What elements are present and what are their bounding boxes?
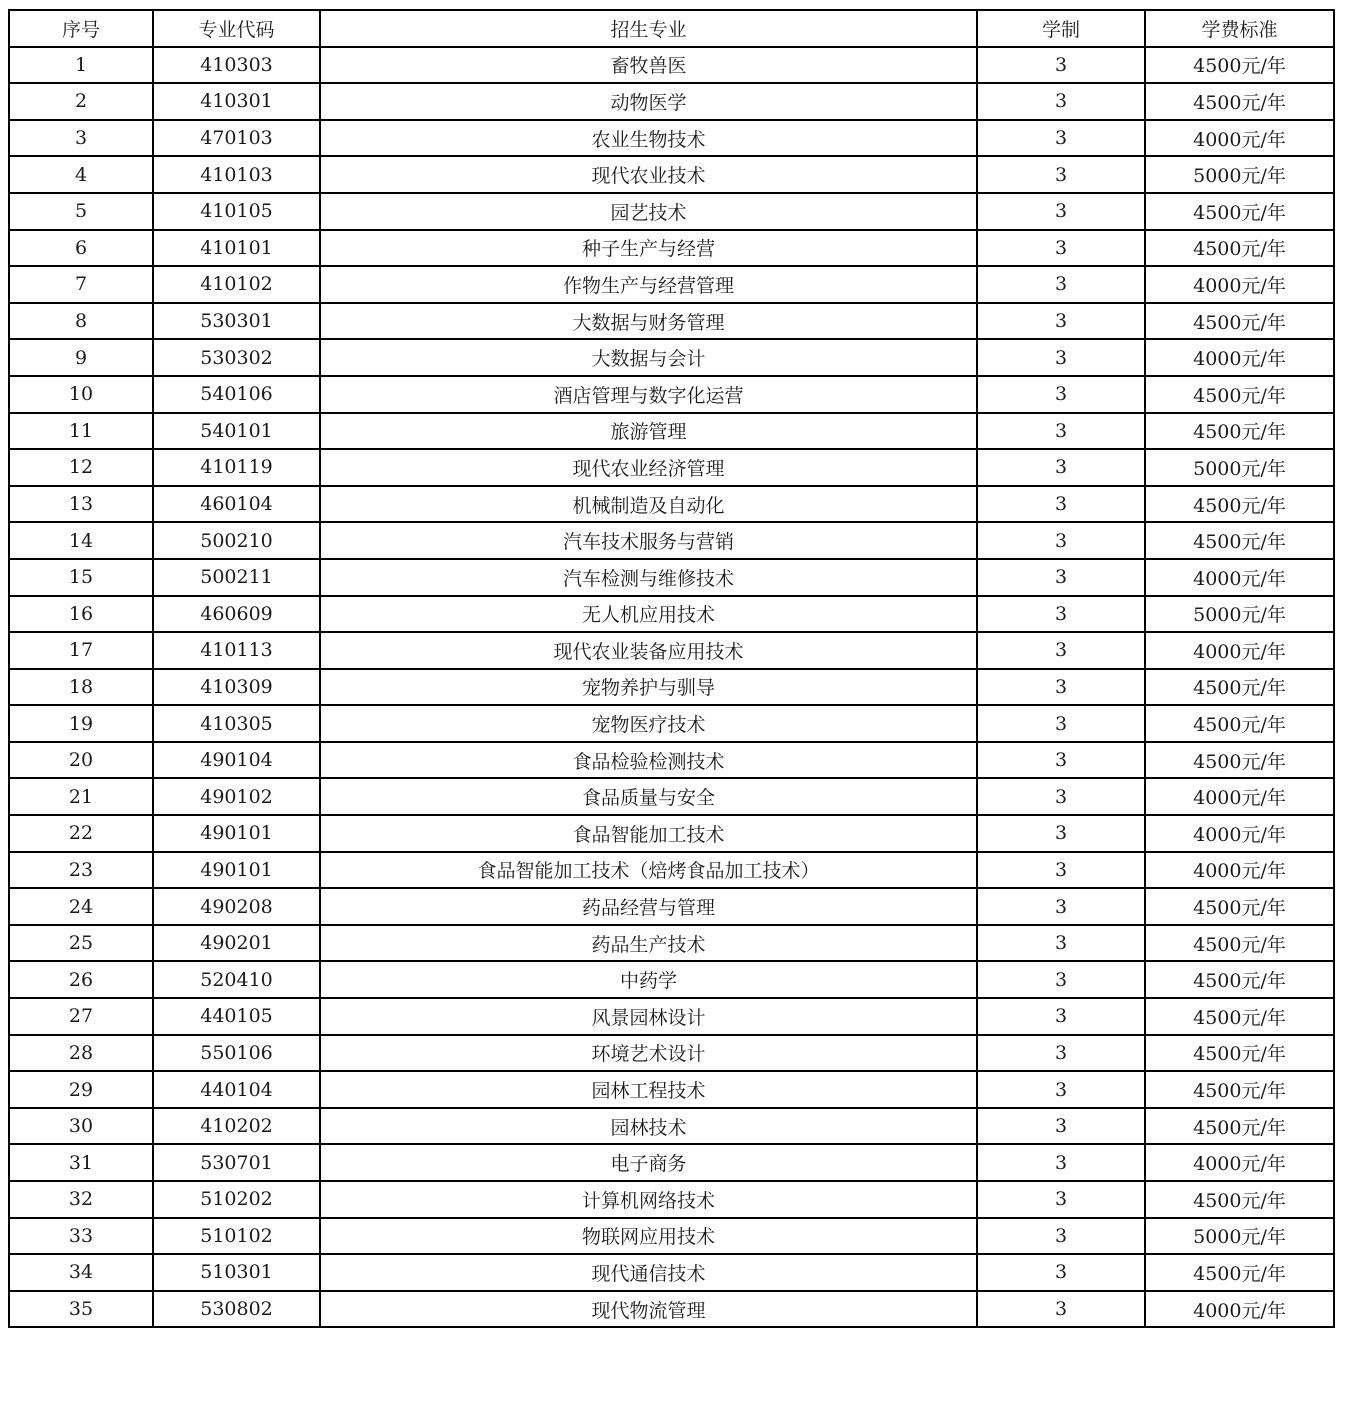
cell-major-code: 500211 (153, 559, 320, 596)
cell-tuition-fee: 4500元/年 (1145, 230, 1334, 267)
cell-tuition-fee: 5000元/年 (1145, 1218, 1334, 1255)
table-row (9, 1035, 1334, 1072)
cell-index: 9 (9, 339, 153, 376)
cell-duration: 3 (977, 486, 1145, 523)
table-row (9, 705, 1334, 742)
cell-duration: 3 (977, 47, 1145, 84)
cell-index: 18 (9, 669, 153, 706)
cell-duration: 3 (977, 120, 1145, 157)
cell-major-name: 电子商务 (320, 1144, 977, 1181)
cell-major-code: 410103 (153, 156, 320, 193)
table-row (9, 1144, 1334, 1181)
cell-index: 1 (9, 47, 153, 84)
tuition-fee-table (8, 9, 1335, 1328)
cell-major-code: 550106 (153, 1035, 320, 1072)
table-row (9, 156, 1334, 193)
cell-duration: 3 (977, 1254, 1145, 1291)
cell-index: 22 (9, 815, 153, 852)
table-row (9, 522, 1334, 559)
table-row (9, 266, 1334, 303)
cell-tuition-fee: 4500元/年 (1145, 47, 1334, 84)
cell-major-code: 440105 (153, 998, 320, 1035)
cell-tuition-fee: 4000元/年 (1145, 120, 1334, 157)
cell-index: 35 (9, 1291, 153, 1328)
table-header-row (9, 10, 1334, 47)
cell-major-name: 作物生产与经营管理 (320, 266, 977, 303)
cell-index: 30 (9, 1108, 153, 1145)
cell-index: 23 (9, 852, 153, 889)
cell-major-code: 530301 (153, 303, 320, 340)
cell-major-code: 510202 (153, 1181, 320, 1218)
cell-major-name: 食品质量与安全 (320, 778, 977, 815)
cell-major-code: 410101 (153, 230, 320, 267)
cell-index: 8 (9, 303, 153, 340)
cell-duration: 3 (977, 522, 1145, 559)
cell-major-code: 460609 (153, 596, 320, 633)
cell-duration: 3 (977, 376, 1145, 413)
cell-tuition-fee: 4500元/年 (1145, 303, 1334, 340)
cell-index: 19 (9, 705, 153, 742)
cell-major-code: 490208 (153, 888, 320, 925)
cell-index: 7 (9, 266, 153, 303)
cell-tuition-fee: 4500元/年 (1145, 742, 1334, 779)
cell-major-name: 大数据与财务管理 (320, 303, 977, 340)
cell-index: 3 (9, 120, 153, 157)
cell-major-name: 现代农业技术 (320, 156, 977, 193)
cell-major-name: 园林技术 (320, 1108, 977, 1145)
table-row (9, 83, 1334, 120)
cell-tuition-fee: 4000元/年 (1145, 1144, 1334, 1181)
cell-major-name: 现代通信技术 (320, 1254, 977, 1291)
table-body (9, 47, 1334, 1328)
cell-major-name: 园艺技术 (320, 193, 977, 230)
table-row (9, 998, 1334, 1035)
cell-index: 27 (9, 998, 153, 1035)
cell-tuition-fee: 4500元/年 (1145, 961, 1334, 998)
cell-duration: 3 (977, 815, 1145, 852)
cell-major-code: 530701 (153, 1144, 320, 1181)
table-row (9, 413, 1334, 450)
cell-index: 13 (9, 486, 153, 523)
cell-major-name: 现代物流管理 (320, 1291, 977, 1328)
cell-index: 12 (9, 449, 153, 486)
cell-major-code: 410202 (153, 1108, 320, 1145)
cell-major-code: 500210 (153, 522, 320, 559)
cell-major-name: 风景园林设计 (320, 998, 977, 1035)
cell-duration: 3 (977, 303, 1145, 340)
cell-tuition-fee: 4500元/年 (1145, 1181, 1334, 1218)
cell-tuition-fee: 5000元/年 (1145, 449, 1334, 486)
cell-major-code: 520410 (153, 961, 320, 998)
table-row (9, 339, 1334, 376)
cell-duration: 3 (977, 742, 1145, 779)
cell-tuition-fee: 4500元/年 (1145, 486, 1334, 523)
cell-index: 20 (9, 742, 153, 779)
cell-duration: 3 (977, 1144, 1145, 1181)
cell-major-code: 410119 (153, 449, 320, 486)
table-row (9, 1291, 1334, 1328)
cell-duration: 3 (977, 1291, 1145, 1328)
cell-tuition-fee: 4500元/年 (1145, 1108, 1334, 1145)
cell-duration: 3 (977, 998, 1145, 1035)
cell-major-code: 470103 (153, 120, 320, 157)
cell-major-code: 510102 (153, 1218, 320, 1255)
cell-index: 2 (9, 83, 153, 120)
cell-duration: 3 (977, 193, 1145, 230)
cell-index: 25 (9, 925, 153, 962)
cell-duration: 3 (977, 156, 1145, 193)
header-duration: 学制 (977, 10, 1145, 47)
table-row (9, 669, 1334, 706)
cell-major-code: 410113 (153, 632, 320, 669)
cell-tuition-fee: 4000元/年 (1145, 1291, 1334, 1328)
cell-index: 15 (9, 559, 153, 596)
cell-major-name: 物联网应用技术 (320, 1218, 977, 1255)
cell-duration: 3 (977, 413, 1145, 450)
cell-index: 11 (9, 413, 153, 450)
cell-major-name: 宠物医疗技术 (320, 705, 977, 742)
cell-major-code: 540101 (153, 413, 320, 450)
cell-major-code: 460104 (153, 486, 320, 523)
cell-major-name: 药品经营与管理 (320, 888, 977, 925)
header-tuition-fee: 学费标准 (1145, 10, 1334, 47)
cell-index: 16 (9, 596, 153, 633)
cell-tuition-fee: 4500元/年 (1145, 522, 1334, 559)
cell-duration: 3 (977, 449, 1145, 486)
cell-index: 34 (9, 1254, 153, 1291)
table-row (9, 1218, 1334, 1255)
cell-major-code: 490102 (153, 778, 320, 815)
cell-tuition-fee: 4500元/年 (1145, 888, 1334, 925)
cell-major-code: 410303 (153, 47, 320, 84)
cell-major-name: 环境艺术设计 (320, 1035, 977, 1072)
table-row (9, 1181, 1334, 1218)
cell-major-code: 410102 (153, 266, 320, 303)
cell-tuition-fee: 4500元/年 (1145, 1071, 1334, 1108)
cell-major-code: 410309 (153, 669, 320, 706)
cell-tuition-fee: 5000元/年 (1145, 596, 1334, 633)
table-row (9, 1108, 1334, 1145)
cell-duration: 3 (977, 632, 1145, 669)
cell-index: 10 (9, 376, 153, 413)
cell-index: 26 (9, 961, 153, 998)
cell-major-code: 530802 (153, 1291, 320, 1328)
cell-duration: 3 (977, 83, 1145, 120)
cell-index: 31 (9, 1144, 153, 1181)
table-row (9, 486, 1334, 523)
cell-major-code: 440104 (153, 1071, 320, 1108)
cell-major-name: 现代农业装备应用技术 (320, 632, 977, 669)
header-major-name: 招生专业 (320, 10, 977, 47)
cell-tuition-fee: 4500元/年 (1145, 1254, 1334, 1291)
cell-tuition-fee: 4500元/年 (1145, 669, 1334, 706)
cell-index: 6 (9, 230, 153, 267)
cell-duration: 3 (977, 559, 1145, 596)
table-row (9, 559, 1334, 596)
table-row (9, 961, 1334, 998)
cell-index: 28 (9, 1035, 153, 1072)
cell-tuition-fee: 4000元/年 (1145, 632, 1334, 669)
table-row (9, 778, 1334, 815)
table-row (9, 47, 1334, 84)
cell-major-name: 汽车技术服务与营销 (320, 522, 977, 559)
cell-major-name: 计算机网络技术 (320, 1181, 977, 1218)
cell-tuition-fee: 4500元/年 (1145, 413, 1334, 450)
cell-major-name: 旅游管理 (320, 413, 977, 450)
table-row (9, 925, 1334, 962)
cell-major-name: 畜牧兽医 (320, 47, 977, 84)
cell-major-code: 490101 (153, 815, 320, 852)
cell-duration: 3 (977, 778, 1145, 815)
cell-duration: 3 (977, 1035, 1145, 1072)
header-index: 序号 (9, 10, 153, 47)
cell-tuition-fee: 4500元/年 (1145, 193, 1334, 230)
cell-major-code: 410305 (153, 705, 320, 742)
cell-tuition-fee: 5000元/年 (1145, 156, 1334, 193)
cell-major-name: 园林工程技术 (320, 1071, 977, 1108)
cell-major-name: 食品智能加工技术 (320, 815, 977, 852)
cell-tuition-fee: 4500元/年 (1145, 376, 1334, 413)
table-row (9, 1254, 1334, 1291)
cell-duration: 3 (977, 1181, 1145, 1218)
cell-major-code: 490101 (153, 852, 320, 889)
cell-major-name: 无人机应用技术 (320, 596, 977, 633)
cell-major-name: 中药学 (320, 961, 977, 998)
cell-tuition-fee: 4500元/年 (1145, 705, 1334, 742)
cell-major-name: 种子生产与经营 (320, 230, 977, 267)
table-row (9, 852, 1334, 889)
cell-duration: 3 (977, 852, 1145, 889)
cell-major-code: 410105 (153, 193, 320, 230)
cell-major-name: 汽车检测与维修技术 (320, 559, 977, 596)
cell-tuition-fee: 4000元/年 (1145, 559, 1334, 596)
cell-duration: 3 (977, 1108, 1145, 1145)
table-row (9, 120, 1334, 157)
cell-index: 14 (9, 522, 153, 559)
cell-tuition-fee: 4000元/年 (1145, 778, 1334, 815)
table-row (9, 815, 1334, 852)
cell-duration: 3 (977, 1218, 1145, 1255)
cropped-title-strip (0, 0, 1348, 9)
cell-duration: 3 (977, 596, 1145, 633)
cell-index: 4 (9, 156, 153, 193)
table-row (9, 193, 1334, 230)
header-major-code: 专业代码 (153, 10, 320, 47)
cell-index: 29 (9, 1071, 153, 1108)
cell-major-name: 现代农业经济管理 (320, 449, 977, 486)
cell-major-name: 酒店管理与数字化运营 (320, 376, 977, 413)
cell-duration: 3 (977, 925, 1145, 962)
cell-major-name: 宠物养护与驯导 (320, 669, 977, 706)
table-row (9, 742, 1334, 779)
cell-major-code: 410301 (153, 83, 320, 120)
cell-index: 33 (9, 1218, 153, 1255)
cell-tuition-fee: 4500元/年 (1145, 925, 1334, 962)
cell-major-name: 机械制造及自动化 (320, 486, 977, 523)
cell-major-name: 大数据与会计 (320, 339, 977, 376)
cell-duration: 3 (977, 888, 1145, 925)
table-row (9, 1071, 1334, 1108)
table-row (9, 230, 1334, 267)
table-row (9, 632, 1334, 669)
cell-tuition-fee: 4500元/年 (1145, 1035, 1334, 1072)
cell-tuition-fee: 4000元/年 (1145, 815, 1334, 852)
table-row (9, 449, 1334, 486)
cell-major-name: 动物医学 (320, 83, 977, 120)
cell-duration: 3 (977, 266, 1145, 303)
cell-major-name: 食品智能加工技术（焙烤食品加工技术） (320, 852, 977, 889)
cell-major-name: 药品生产技术 (320, 925, 977, 962)
cell-tuition-fee: 4500元/年 (1145, 83, 1334, 120)
cell-major-code: 510301 (153, 1254, 320, 1291)
cell-index: 32 (9, 1181, 153, 1218)
table-row (9, 303, 1334, 340)
table-row (9, 596, 1334, 633)
cell-index: 5 (9, 193, 153, 230)
cell-major-code: 490201 (153, 925, 320, 962)
cell-tuition-fee: 4000元/年 (1145, 266, 1334, 303)
table-row (9, 888, 1334, 925)
cell-tuition-fee: 4000元/年 (1145, 852, 1334, 889)
cell-index: 24 (9, 888, 153, 925)
cell-duration: 3 (977, 339, 1145, 376)
cell-index: 21 (9, 778, 153, 815)
cell-duration: 3 (977, 961, 1145, 998)
cell-index: 17 (9, 632, 153, 669)
cell-major-name: 食品检验检测技术 (320, 742, 977, 779)
cell-major-code: 540106 (153, 376, 320, 413)
cell-tuition-fee: 4500元/年 (1145, 998, 1334, 1035)
cell-major-code: 530302 (153, 339, 320, 376)
cell-major-code: 490104 (153, 742, 320, 779)
cell-duration: 3 (977, 669, 1145, 706)
cell-duration: 3 (977, 705, 1145, 742)
cell-duration: 3 (977, 230, 1145, 267)
cell-tuition-fee: 4000元/年 (1145, 339, 1334, 376)
cell-duration: 3 (977, 1071, 1145, 1108)
cell-major-name: 农业生物技术 (320, 120, 977, 157)
table-row (9, 376, 1334, 413)
